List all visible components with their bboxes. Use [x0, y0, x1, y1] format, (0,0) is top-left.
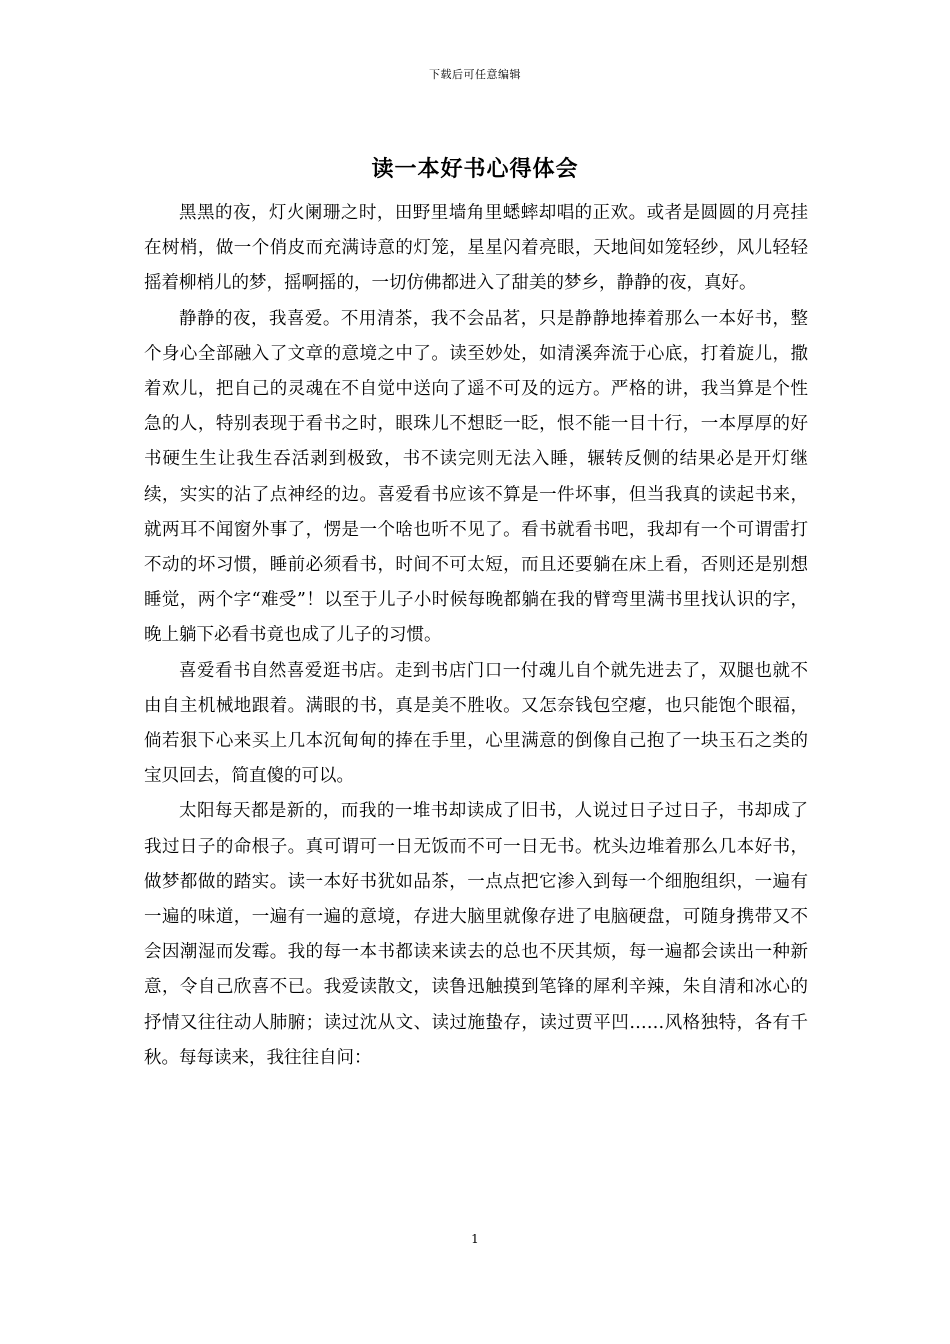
- page-number: 1: [471, 1232, 479, 1246]
- paragraph-4: 太阳每天都是新的，而我的一堆书却读成了旧书，人说过日子过日子，书却成了我过日子的命根子。真可谓可一日无饭而不可一日无书。枕头边堆着那么几本好书，做梦都做的踏实。读一本好书犹如品茶，一点点把它渗入到每一个细胞组织，一遍有一遍的味道，一遍有一遍的意境，存进大脑里就像存进了电脑硬盘，可随身携带又不会因潮湿而发霉。我的每一本书都读来读去的总也不厌其烦，每一遍都会读出一种新意，令自己欣喜不已。我爱读散文，读鲁迅触摸到笔锋的犀利辛辣，朱自清和冰心的抒情又往往动人肺腑；读过沈从文、读过施蛰存，读过贾平凹……风格独特，各有千秋。每每读来，我往往自问：: [144, 801, 808, 1068]
- document-title: 读一本好书心得体会: [371, 157, 579, 182]
- paragraph-1: 黑黑的夜，灯火阑珊之时，田野里墙角里蟋蟀却唱的正欢。或者是圆圆的月亮挂在树梢，做一个俏皮而充满诗意的灯笼，星星闪着亮眼，天地间如笼轻纱，风儿轻轻摇着柳梢儿的梦，摇啊摇的，一切仿佛都进入了甜美的梦乡，静静的夜，真好。: [144, 203, 808, 294]
- header-note: 下载后可任意编辑: [429, 68, 521, 81]
- paragraph-3: 喜爱看书自然喜爱逛书店。走到书店门口一付魂儿自个就先进去了，双腿也就不由自主机械地跟着。满眼的书，真是美不胜收。又怎奈钱包空瘪，也只能饱个眼福，倘若狠下心来买上几本沉甸甸的捧在手里，心里满意的倒像自己抱了一块玉石之类的宝贝回去，简直傻的可以。: [144, 660, 808, 787]
- document-body: [144, 196, 808, 1076]
- paragraph-2: 静静的夜，我喜爱。不用清茶，我不会品茗，只是静静地捧着那么一本好书，整个身心全部融入了文章的意境之中了。读至妙处，如清溪奔流于心底，打着旋儿，撒着欢儿，把自己的灵魂在不自觉中送向了遥不可及的远方。严格的讲，我当算是个性急的人，特别表现于看书之时，眼珠儿不想眨一眨，恨不能一目十行，一本厚厚的好书硬生生让我生吞活剥到极致，书不读完则无法入睡，辗转反侧的结果必是开灯继续，实实的沾了点神经的边。喜爱看书应该不算是一件坏事，但当我真的读起书来，就两耳不闻窗外事了，愣是一个啥也听不见了。看书就看书吧，我却有一个可谓雷打不动的坏习惯，睡前必须看书，时间不可太短，而且还要躺在床上看，否则还是别想睡觉，两个字“难受”！以至于儿子小时候每晚都躺在我的臂弯里满书里找认识的字，晚上躺下必看书竟也成了儿子的习惯。: [144, 308, 808, 646]
